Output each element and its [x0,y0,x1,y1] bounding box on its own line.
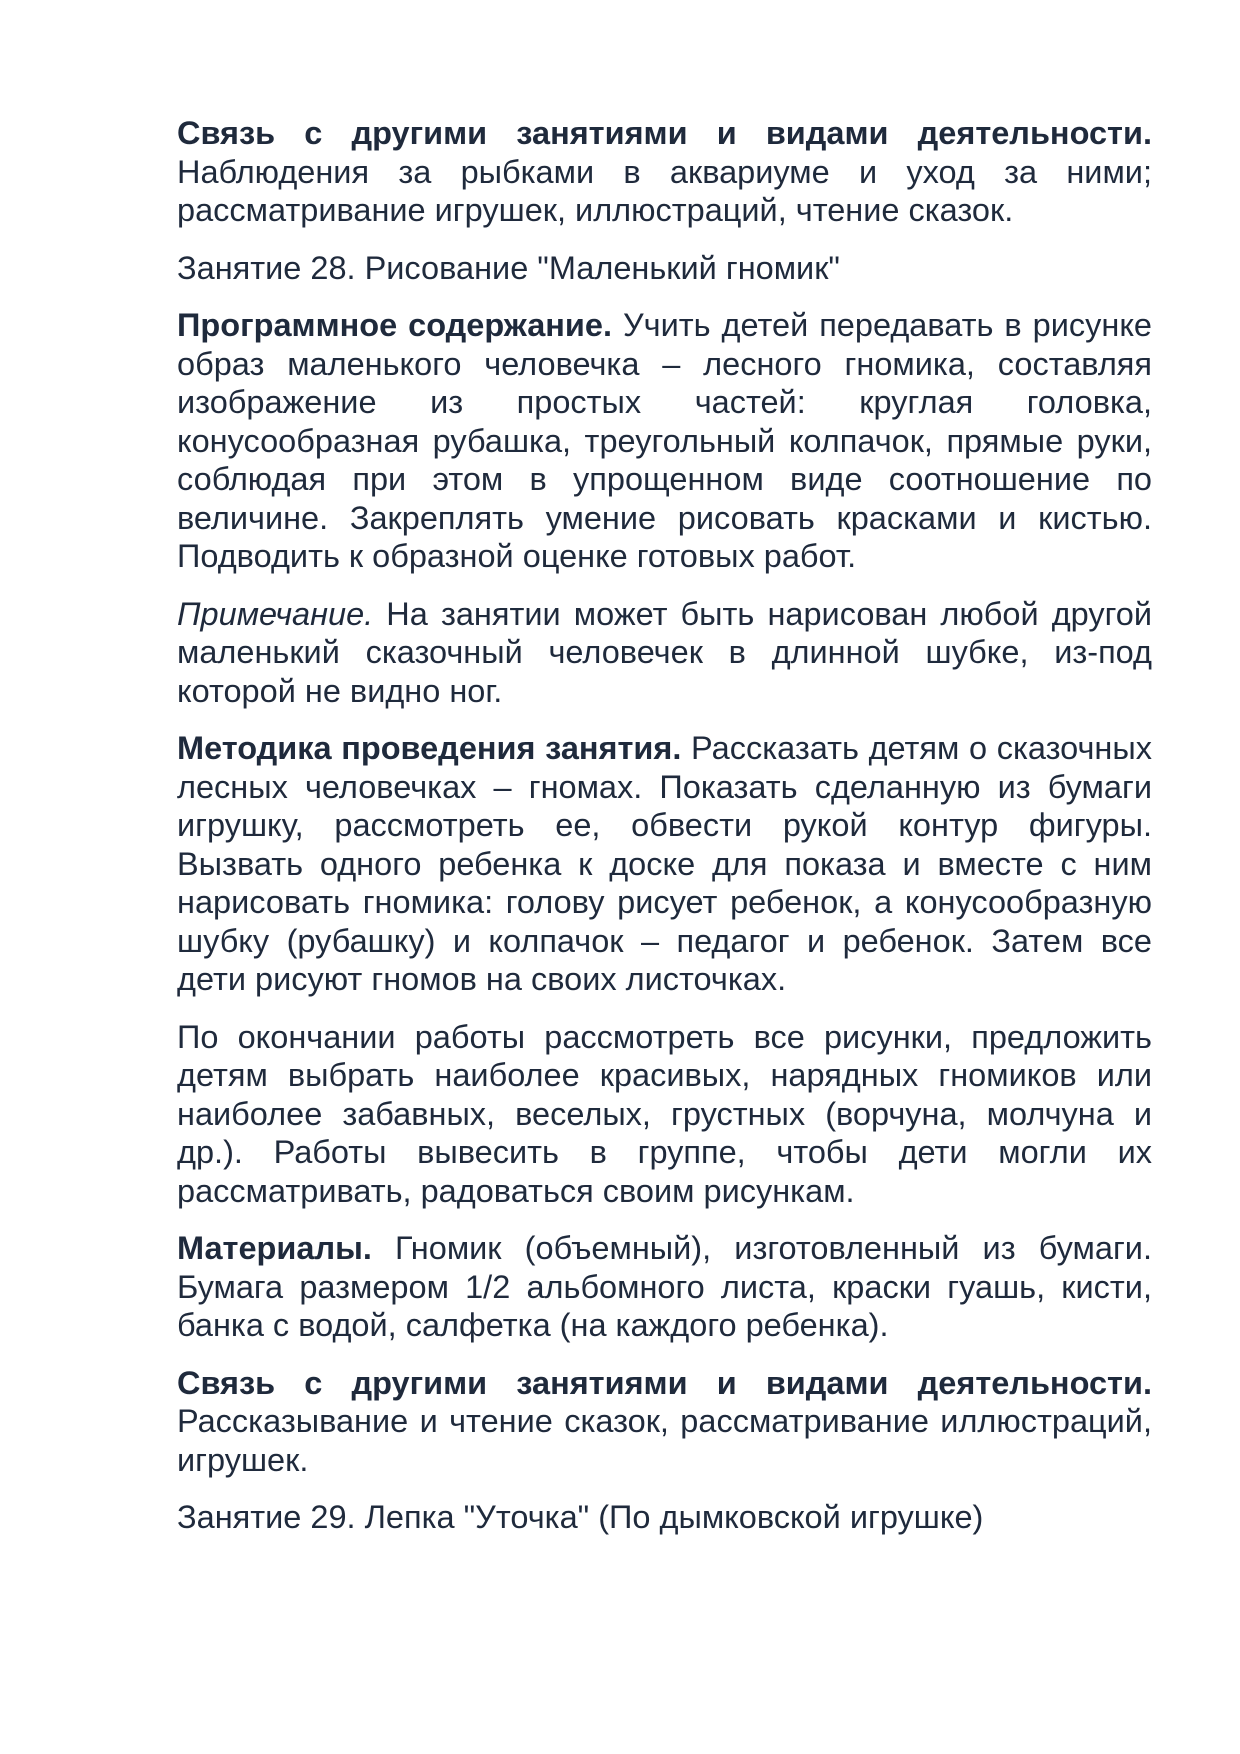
page-content [177,114,1152,1556]
paragraph-body: На занятии может быть нарисован любой другой маленький сказочный человечек в длинной шубке, из-под которой не видно ног. [177,595,1152,709]
paragraph-lead: Методика проведения занятия. [177,730,682,766]
paragraph-body: Наблюдения за рыбками в аквариуме и уход за ними; рассматривание игрушек, иллюстраций, чтение сказок. [177,153,1152,228]
lesson-heading-text: Занятие 28. Рисование "Маленький гномик" [177,249,840,286]
paragraph-related-activities-1 [177,114,1152,230]
paragraph-lead: Программное содержание. [177,307,613,343]
note-label: Примечание. [177,595,374,632]
lesson-28-heading [177,249,1152,288]
paragraph-body: Гномик (объемный), изготовленный из бумаги. Бумага размером 1/2 альбомного листа, краски гуашь, кисти, банка с водой, салфетка (на каждого ребенка). [177,1230,1152,1343]
paragraph-lead: Связь с другими занятиями и видами деятельности. [177,1364,1152,1401]
paragraph-note [177,595,1152,711]
paragraph-methodology [177,729,1152,999]
paragraph-lead: Связь с другими занятиями и видами деятельности. [177,115,1152,151]
paragraph-body: Учить детей передавать в рисунке образ маленького человечка – лесного гномика, составляя изображение из простых частей: круглая головка, конусообразная рубашка, треугольный колпачок, прямые руки, соблюдая при этом в упрощенном виде соотношение по величине. Закреплять умение рисовать красками и кистью. Подводить к образной оценке готовых работ. [177,307,1152,574]
paragraph-body: Рассказать детям о сказочных лесных человечках – гномах. Показать сделанную из бумаги игрушку, рассмотреть ее, обвести рукой контур фигуры. Вызвать одного ребенка к доске для показа и вместе с ним нарисовать гномика: голову рисует ребенок, а конусообразную шубку (рубашку) и колпачок – педагог и ребенок. Затем все дети рисуют гномов на своих листочках. [177,730,1152,997]
paragraph-program-content [177,306,1152,576]
paragraph-body: По окончании работы рассмотреть все рисунки, предложить детям выбрать наиболее красивых, нарядных гномиков или наиболее забавных, веселых, грустных (ворчуна, молчуна и др.). Работы вывесить в группе, чтобы дети могли их рассматривать, радоваться своим рисункам. [177,1018,1152,1209]
paragraph-review [177,1018,1152,1211]
lesson-heading-text: Занятие 29. Лепка "Уточка" (По дымковской игрушке) [177,1499,984,1535]
lesson-29-heading [177,1498,1152,1537]
paragraph-related-activities-2 [177,1364,1152,1480]
paragraph-materials [177,1229,1152,1345]
paragraph-lead: Материалы. [177,1230,372,1266]
paragraph-body: Рассказывание и чтение сказок, рассматривание иллюстраций, игрушек. [177,1403,1152,1478]
